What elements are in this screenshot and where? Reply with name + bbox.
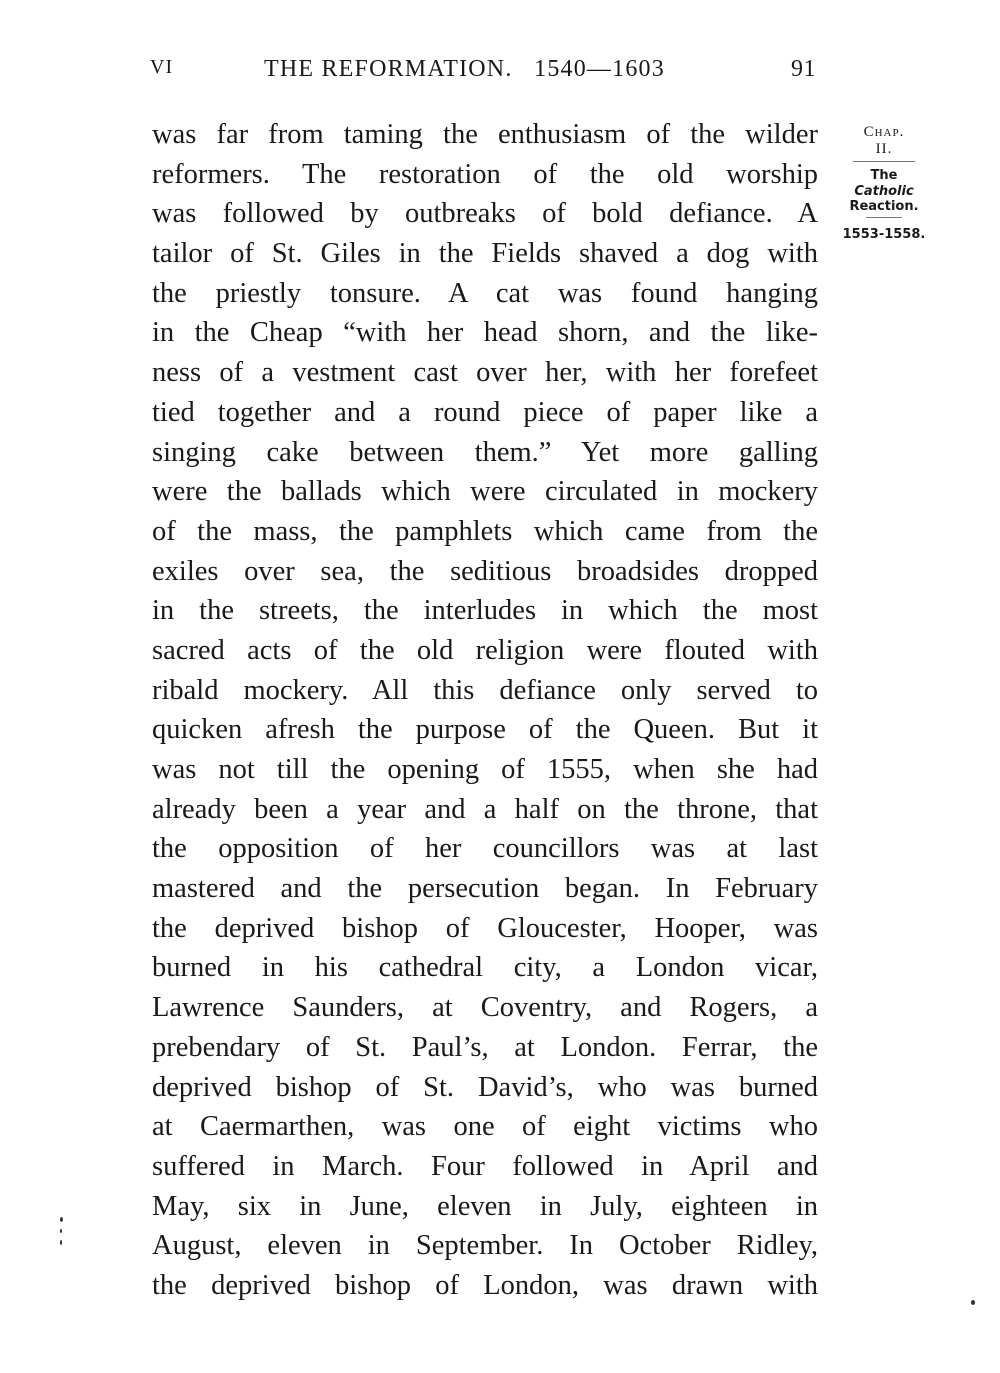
- margin-note-section-title: The: [870, 168, 898, 183]
- running-head: [150, 56, 820, 90]
- text-line: August, eleven in September. In October Ridley,: [152, 1230, 818, 1262]
- text-line: the priestly tonsure. A cat was found hanging: [152, 277, 818, 309]
- running-head-title: THE REFORMATION. 1540—1603: [264, 56, 665, 82]
- text-line: tailor of St. Giles in the Fields shaved a dog with: [152, 238, 818, 270]
- text-line: the opposition of her councillors was at last: [152, 833, 818, 865]
- scan-speck: [60, 1217, 63, 1222]
- scan-speck: [60, 1240, 62, 1245]
- body-paragraph: [152, 115, 818, 1306]
- text-line: suffered in March. Four followed in April and: [152, 1150, 818, 1182]
- margin-note-divider: [866, 217, 902, 218]
- text-line: burned in his cathedral city, a London vicar,: [152, 952, 818, 984]
- text-line: ness of a vestment cast over her, with her forefeet: [152, 357, 818, 389]
- text-line: was far from taming the enthusiasm of the wilder: [152, 119, 818, 150]
- text-line: exiles over sea, the seditious broadsides dropped: [152, 555, 818, 587]
- text-line: already been a year and a half on the throne, that: [152, 793, 818, 825]
- text-line: prebendary of St. Paul’s, at London. Ferrar, the: [152, 1031, 818, 1063]
- text-line: tied together and a round piece of paper like a: [152, 396, 818, 428]
- text-line: was followed by outbreaks of bold defiance. A: [152, 198, 818, 230]
- text-line: in the streets, the interludes in which the most: [152, 595, 818, 627]
- text-line: of the mass, the pamphlets which came from the: [152, 515, 818, 547]
- margin-note: [832, 124, 936, 243]
- text-line: mastered and the persecution began. In February: [152, 873, 818, 905]
- margin-note-chapter: Chap. II.: [853, 124, 915, 162]
- text-line: were the ballads which were circulated in mockery: [152, 476, 818, 508]
- text-line: quicken afresh the purpose of the Queen. But it: [152, 714, 818, 746]
- running-head-chapter: VI: [150, 56, 174, 78]
- text-line: the deprived bishop of London, was drawn with: [152, 1269, 818, 1301]
- text-line: the deprived bishop of Gloucester, Hooper, was: [152, 912, 818, 944]
- scan-speck: [971, 1300, 975, 1305]
- text-line: deprived bishop of St. David’s, who was burned: [152, 1071, 818, 1103]
- text-line: Lawrence Saunders, at Coventry, and Rogers, a: [152, 992, 818, 1024]
- text-line: in the Cheap “with her head shorn, and the like-: [152, 317, 818, 349]
- text-line: sacred acts of the old religion were flouted with: [152, 634, 818, 666]
- text-line: was not till the opening of 1555, when she had: [152, 754, 818, 785]
- scan-speck: [60, 1229, 62, 1233]
- text-line: May, six in June, eleven in July, eighteen in: [152, 1190, 818, 1222]
- margin-note-section-title: Catholic: [854, 184, 914, 199]
- text-line: reformers. The restoration of the old worship: [152, 158, 818, 190]
- text-line: singing cake between them.” Yet more galling: [152, 436, 818, 468]
- text-line: at Caermarthen, was one of eight victims who: [152, 1111, 818, 1143]
- text-line: ribald mockery. All this defiance only served to: [152, 674, 818, 706]
- page-number: 91: [791, 56, 816, 82]
- margin-note-section-title: Reaction.: [849, 199, 919, 214]
- margin-note-years: 1553-1558.: [842, 227, 926, 242]
